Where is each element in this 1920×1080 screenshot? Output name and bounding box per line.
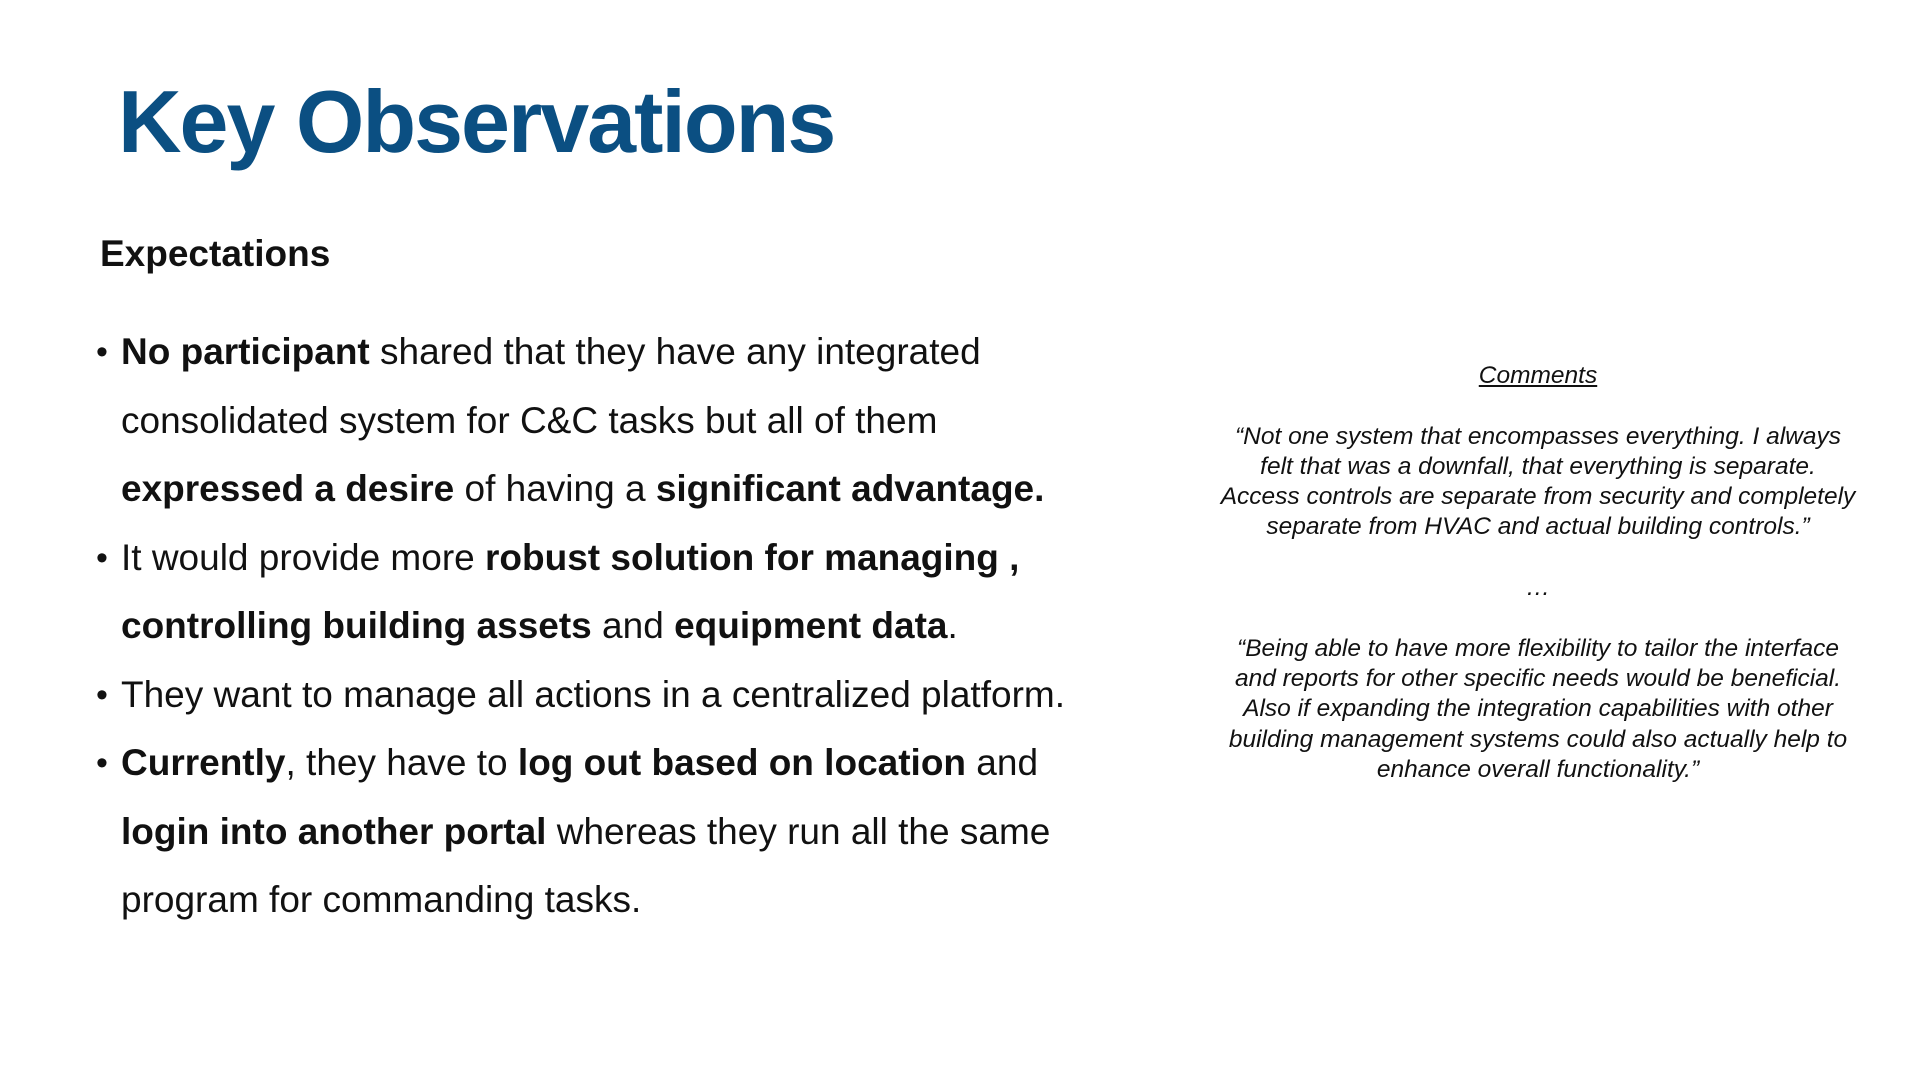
comments-heading: Comments [1478, 362, 1598, 389]
bullet-dot-icon: • [96, 538, 108, 577]
observation-bullet [96, 318, 1096, 524]
bullet-bold-text: equipment data [674, 605, 948, 646]
observation-bullet-list [96, 318, 1096, 935]
quote-ellipsis: … [1525, 574, 1551, 602]
bullet-bold-text: significant advantage. [655, 468, 1045, 509]
observation-bullet [96, 729, 1096, 935]
bullet-bold-text: expressed a desire [121, 468, 455, 509]
section-heading-expectations: Expectations [100, 233, 331, 274]
bullet-dot-icon: • [96, 744, 108, 782]
bullet-bold-text: login into another portal [121, 810, 547, 852]
comments-panel [1218, 361, 1858, 785]
bullet-text: whereas they run all the same program for commanding tasks. [121, 810, 1051, 920]
bullet-text: of having a [454, 468, 656, 509]
observation-bullet [96, 661, 1096, 730]
bullet-text: They want to manage all actions in a centralized platform. [121, 673, 1065, 715]
spacer [1218, 543, 1858, 573]
slide-title: Key Observations [118, 72, 835, 171]
bullet-bold-text: No participant [121, 331, 370, 372]
bullet-bold-text: Currently [121, 742, 286, 783]
bullet-dot-icon: • [96, 333, 108, 371]
bullet-text: . [947, 605, 958, 646]
bullet-text: and [591, 605, 675, 646]
bullet-text: and [966, 742, 1039, 783]
bullet-text: It would provide more [121, 536, 486, 578]
participant-quote: “Being able to have more flexibility to tailor the interface and reports for other specific needs would be beneficial. Also if expanding the integration capabilities with other building management systems could also actually help to enhance overall functionality.” [1228, 634, 1848, 783]
participant-quote: “Not one system that encompasses everything. I always felt that was a downfall, that everything is separate. Access controls are separate from security and completely separate from HVAC and actual building controls.” [1220, 422, 1856, 541]
bullet-text: shared that they have any integrated consolidated system for C&C tasks but all of them [121, 331, 981, 441]
bullet-bold-text: robust solution for managing , controlling building assets [121, 536, 1020, 646]
bullet-text: , they have to [285, 742, 518, 783]
spacer [1218, 603, 1858, 633]
bullet-bold-text: log out based on location [517, 742, 967, 783]
spacer [1218, 391, 1858, 421]
observation-bullet [96, 524, 1096, 661]
bullet-dot-icon: • [96, 675, 108, 714]
